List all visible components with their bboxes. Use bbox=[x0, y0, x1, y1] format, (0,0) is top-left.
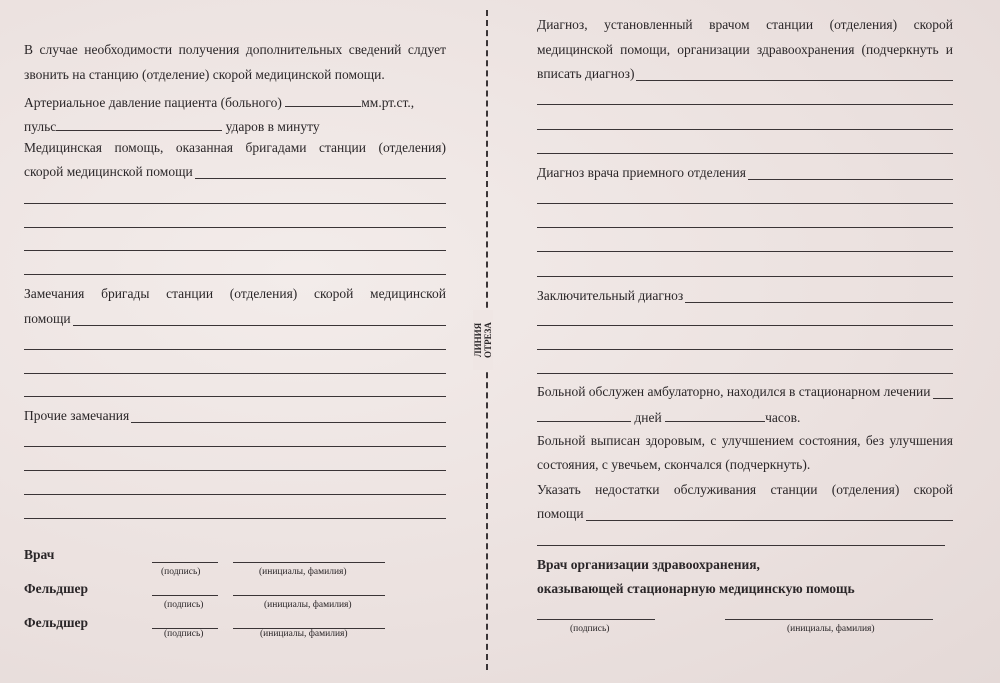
aid-provided-line1: Медицинская помощь, оказанная бригадами станции (отделения) bbox=[24, 140, 446, 155]
feldsher1-signature-caption: (подпись) bbox=[164, 600, 204, 610]
er-diagnosis-line[interactable] bbox=[537, 203, 953, 204]
discharge-line1: Больной выписан здоровым, с улучшением состояния, без улучшения bbox=[537, 433, 953, 448]
diagnosis-row bbox=[537, 67, 953, 81]
doctor-name-field[interactable] bbox=[233, 562, 385, 563]
diagnosis-line[interactable] bbox=[537, 129, 953, 130]
defects-line2: помощи bbox=[537, 506, 584, 521]
final-diagnosis-line[interactable] bbox=[537, 349, 953, 350]
contact-info-line2: звонить на станцию (отделение) скорой медицинской помощи. bbox=[24, 67, 385, 82]
aid-provided-row bbox=[24, 165, 446, 179]
treatment-label: Больной обслужен амбулаторно, находился в стационарном лечении bbox=[537, 384, 931, 399]
treatment-row bbox=[537, 385, 953, 399]
hours-field[interactable] bbox=[665, 409, 765, 422]
aid-provided-line[interactable] bbox=[24, 250, 446, 251]
er-diagnosis-field[interactable] bbox=[748, 167, 953, 180]
defects-row bbox=[537, 507, 953, 521]
other-remarks-row bbox=[24, 409, 446, 423]
blood-pressure-field[interactable] bbox=[285, 94, 361, 107]
doctor-signature-field[interactable] bbox=[152, 562, 218, 563]
feldsher1-label: Фельдшер bbox=[24, 581, 89, 596]
defects-line[interactable] bbox=[537, 545, 945, 546]
hospital-doctor-signature-field[interactable] bbox=[537, 619, 655, 620]
other-remarks-line[interactable] bbox=[24, 494, 446, 495]
blood-pressure-label: Артериальное давление пациента (больного) bbox=[24, 95, 282, 110]
aid-provided-line[interactable] bbox=[24, 274, 446, 275]
final-diagnosis-row bbox=[537, 289, 953, 303]
other-remarks-label: Прочие замечания bbox=[24, 408, 130, 423]
pulse-row bbox=[24, 118, 446, 134]
cut-line-label: ЛИНИЯ ОТРЕЗА bbox=[473, 310, 493, 370]
hospital-doctor-name-field[interactable] bbox=[725, 619, 933, 620]
doctor-signature-caption: (подпись) bbox=[161, 567, 201, 577]
treatment-field[interactable] bbox=[933, 386, 954, 399]
feldsher2-label: Фельдшер bbox=[24, 615, 89, 630]
discharge-line2: состояния, с увечьем, скончался (подчеркнуть). bbox=[537, 457, 811, 472]
pulse-unit: ударов в минуту bbox=[225, 119, 320, 134]
pulse-label: пульс bbox=[24, 119, 57, 134]
hospital-doctor-line1: Врач организации здравоохранения, bbox=[537, 557, 760, 572]
other-remarks-line[interactable] bbox=[24, 518, 446, 519]
er-diagnosis-row bbox=[537, 166, 953, 180]
crew-remarks-line1: Замечания бригады станции (отделения) скорой медицинской bbox=[24, 286, 446, 301]
days-label: дней bbox=[634, 410, 662, 425]
pulse-field[interactable] bbox=[56, 118, 222, 131]
doctor-label: Врач bbox=[24, 547, 55, 562]
hospital-doctor-name-caption: (инициалы, фамилия) bbox=[787, 624, 875, 634]
final-diagnosis-line[interactable] bbox=[537, 373, 953, 374]
hospital-doctor-line2: оказывающей стационарную медицинскую помощь bbox=[537, 581, 855, 596]
er-diagnosis-line[interactable] bbox=[537, 251, 953, 252]
crew-remarks-line[interactable] bbox=[24, 396, 446, 397]
crew-remarks-line2: помощи bbox=[24, 311, 71, 326]
diagnosis-field[interactable] bbox=[636, 68, 953, 81]
defects-line1: Указать недостатки обслуживания станции (отделения) скорой bbox=[537, 482, 953, 497]
diagnosis-line1: Диагноз, установленный врачом станции (отделения) скорой bbox=[537, 17, 953, 32]
hours-label: часов. bbox=[765, 410, 801, 425]
blood-pressure-row bbox=[24, 94, 446, 110]
diagnosis-line3: вписать диагноз) bbox=[537, 66, 635, 81]
er-diagnosis-label: Диагноз врача приемного отделения bbox=[537, 165, 746, 180]
other-remarks-line[interactable] bbox=[24, 470, 446, 471]
feldsher2-signature-caption: (подпись) bbox=[164, 629, 204, 639]
aid-provided-line[interactable] bbox=[24, 203, 446, 204]
final-diagnosis-line[interactable] bbox=[537, 325, 953, 326]
final-diagnosis-label: Заключительный диагноз bbox=[537, 288, 684, 303]
crew-remarks-row bbox=[24, 312, 446, 326]
other-remarks-field[interactable] bbox=[131, 410, 446, 423]
aid-provided-line2: скорой медицинской помощи bbox=[24, 164, 193, 179]
diagnosis-line[interactable] bbox=[537, 153, 953, 154]
aid-provided-field[interactable] bbox=[195, 166, 446, 179]
diagnosis-line[interactable] bbox=[537, 104, 953, 105]
feldsher1-name-caption: (инициалы, фамилия) bbox=[264, 600, 352, 610]
crew-remarks-line[interactable] bbox=[24, 349, 446, 350]
crew-remarks-field[interactable] bbox=[73, 313, 446, 326]
blood-pressure-unit: мм.рт.ст., bbox=[361, 95, 415, 110]
feldsher2-name-caption: (инициалы, фамилия) bbox=[260, 629, 348, 639]
final-diagnosis-field[interactable] bbox=[685, 290, 953, 303]
er-diagnosis-line[interactable] bbox=[537, 276, 953, 277]
duration-row bbox=[537, 409, 953, 425]
diagnosis-line2: медицинской помощи, организации здравоохранения (подчеркнуть и bbox=[537, 42, 953, 57]
contact-info-line1: В случае необходимости получения дополнительных сведений слдует bbox=[24, 42, 446, 57]
feldsher1-signature-field[interactable] bbox=[152, 595, 218, 596]
defects-field[interactable] bbox=[586, 508, 953, 521]
feldsher1-name-field[interactable] bbox=[233, 595, 385, 596]
other-remarks-line[interactable] bbox=[24, 446, 446, 447]
hospital-doctor-signature-caption: (подпись) bbox=[570, 624, 610, 634]
er-diagnosis-line[interactable] bbox=[537, 227, 953, 228]
aid-provided-line[interactable] bbox=[24, 227, 446, 228]
crew-remarks-line[interactable] bbox=[24, 373, 446, 374]
doctor-name-caption: (инициалы, фамилия) bbox=[259, 567, 347, 577]
days-field[interactable] bbox=[537, 409, 631, 422]
